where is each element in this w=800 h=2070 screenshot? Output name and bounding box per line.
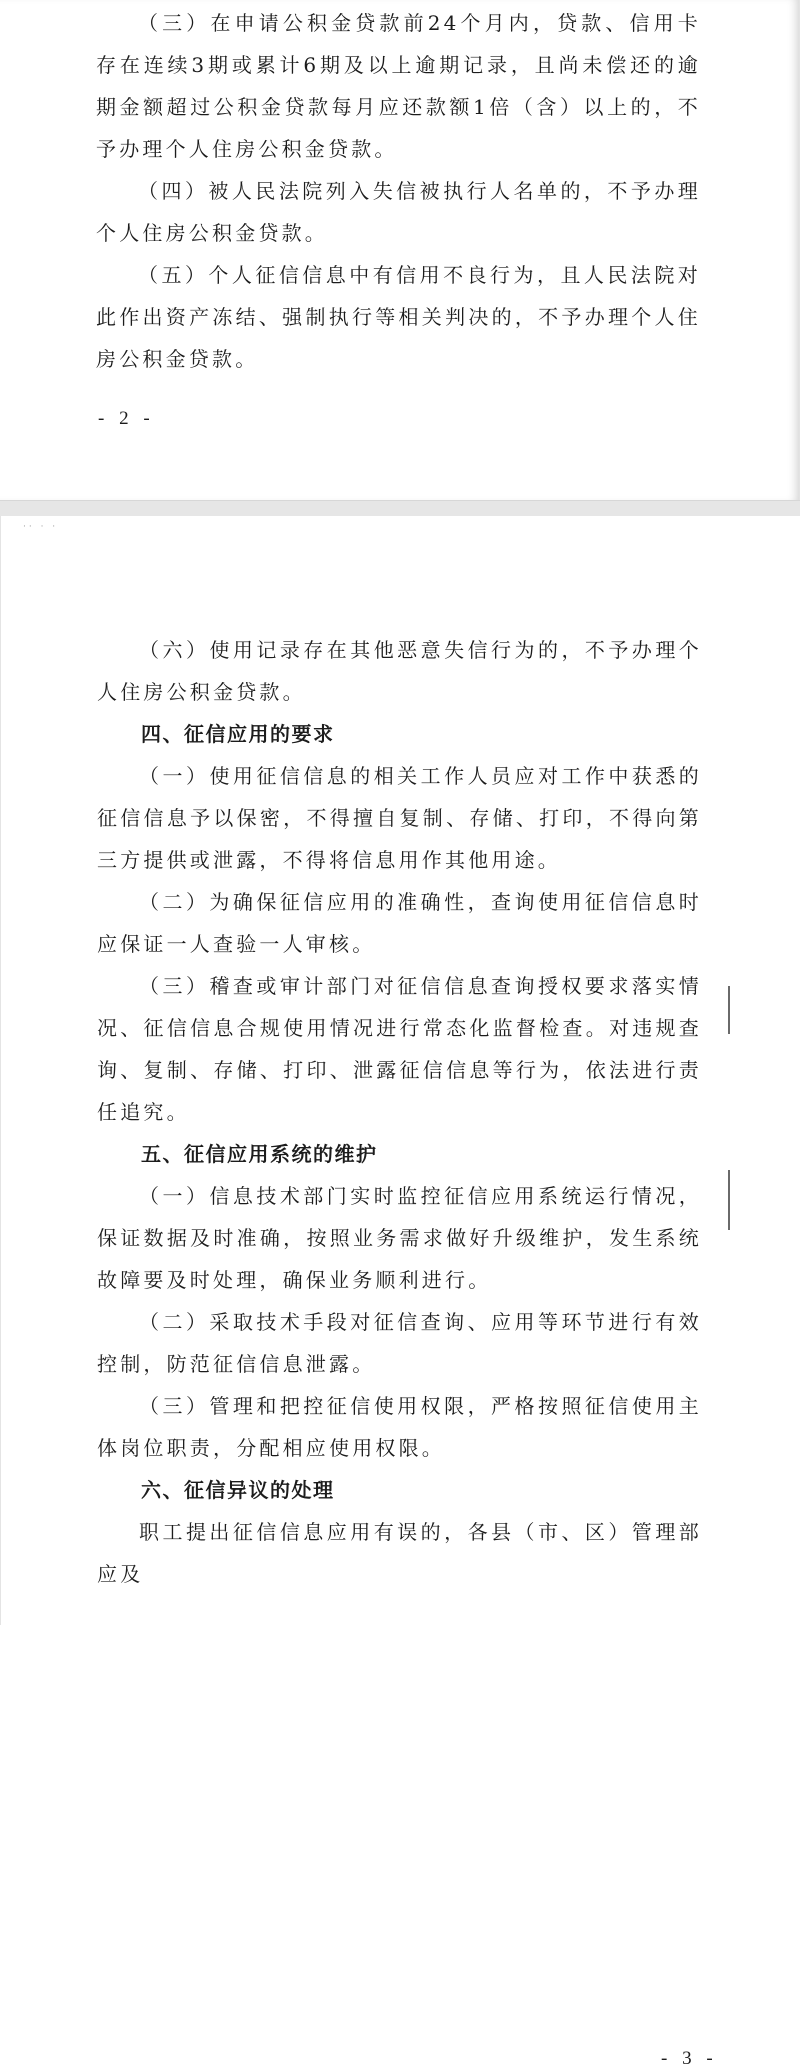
document-page-2 (0, 0, 800, 500)
document-page-3 (0, 516, 800, 2069)
margin-mark (728, 1170, 730, 1230)
page-number: - 3 - (661, 2048, 718, 2069)
paragraph-6-1: 职工提出征信信息应用有误的，各县（市、区）管理部应及 (97, 1520, 702, 1586)
section-heading-4: 四、征信应用的要求 (141, 722, 335, 746)
paragraph-5-3: （三）管理和把控征信使用权限，严格按照征信使用主体岗位职责，分配相应使用权限。 (97, 1394, 702, 1460)
paragraph-3: （三）在申请公积金贷款前24个月内，贷款、信用卡存在连续3期或累计6期及以上逾期记录，且尚未偿还的逾期金额超过公积金贷款每月应还款额1倍（含）以上的，不予办理个人住房公积金贷款。 (96, 11, 701, 161)
paragraph-4: （四）被人民法院列入失信被执行人名单的，不予办理个人住房公积金贷款。 (96, 179, 701, 245)
section-heading-6: 六、征信异议的处理 (141, 1478, 335, 1502)
paragraph-4-3: （三）稽查或审计部门对征信信息查询授权要求落实情况、征信信息合规使用情况进行常态化监督检查。对违规查询、复制、存储、打印、泄露征信信息等行为，依法进行责任追究。 (97, 974, 702, 1124)
page-3-body (97, 629, 702, 1595)
scan-artifact: ·· · · (23, 522, 59, 532)
paragraph-4-1: （一）使用征信信息的相关工作人员应对工作中获悉的征信信息予以保密，不得擅自复制、存储、打印，不得向第三方提供或泄露，不得将信息用作其他用途。 (97, 764, 702, 872)
section-heading-5: 五、征信应用系统的维护 (141, 1142, 378, 1166)
page-number: - 2 - (98, 408, 155, 429)
margin-mark (728, 986, 730, 1034)
paragraph-6: （六）使用记录存在其他恶意失信行为的，不予办理个人住房公积金贷款。 (97, 638, 702, 704)
paragraph-5-2: （二）采取技术手段对征信查询、应用等环节进行有效控制，防范征信信息泄露。 (97, 1310, 702, 1376)
page-2-body (96, 2, 701, 380)
paragraph-5-1: （一）信息技术部门实时监控征信应用系统运行情况，保证数据及时准确，按照业务需求做好升级维护，发生系统故障要及时处理，确保业务顺利进行。 (97, 1184, 702, 1292)
paragraph-5: （五）个人征信信息中有信用不良行为，且人民法院对此作出资产冻结、强制执行等相关判决的，不予办理个人住房公积金贷款。 (96, 263, 701, 371)
paragraph-4-2: （二）为确保征信应用的准确性，查询使用征信信息时应保证一人查验一人审核。 (97, 890, 702, 956)
